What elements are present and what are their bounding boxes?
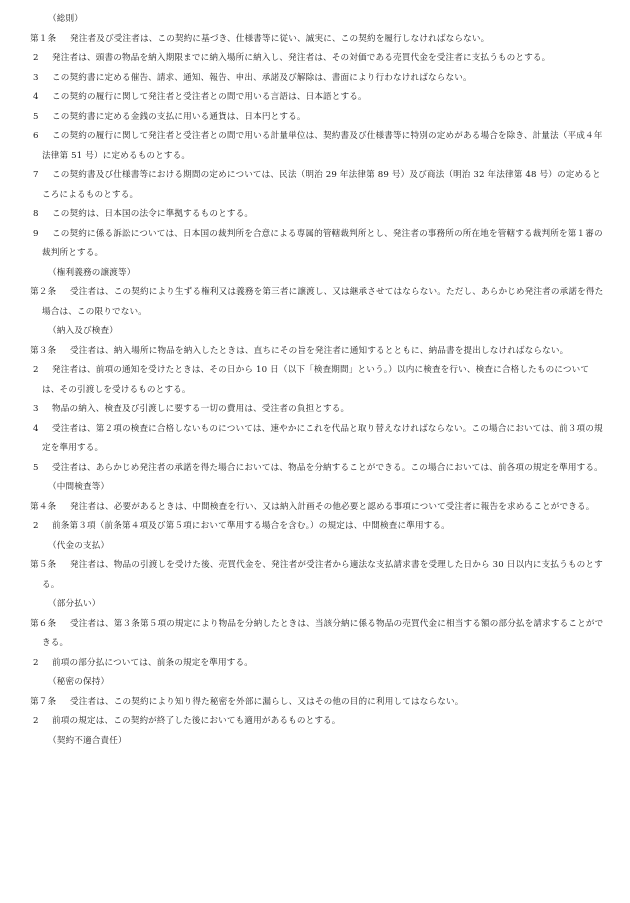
article-number: 第５条 (30, 560, 57, 570)
article-number: 第２条 (30, 287, 57, 297)
paragraph-number: 2 (33, 365, 39, 375)
sub-paragraph (0, 225, 630, 264)
paragraph-text: この契約は、日本国の法令に準拠するものとする。 (52, 209, 254, 219)
paragraph-number: 5 (33, 111, 39, 122)
paragraph-number: 3 (33, 404, 39, 414)
article-paragraph (0, 283, 630, 322)
paragraph-text: 物品の納入、検査及び引渡しに要する一切の費用は、受注者の負担とする。 (52, 404, 350, 414)
article-number: 第７条 (30, 696, 57, 707)
paragraph-text: 受注者は、あらかじめ発注者の承諾を得た場合においては、物品を分納することができる。この場合においては、前各項の規定を準用する。 (52, 462, 603, 473)
sub-paragraph (0, 205, 630, 225)
paragraph-text: この契約の履行に関して発注者と受注者との間で用いる言語は、日本語とする。 (52, 92, 367, 102)
article-paragraph (0, 342, 630, 362)
sub-paragraph (0, 517, 630, 537)
paragraph-number: 5 (33, 462, 39, 473)
paragraph-number: 8 (33, 209, 39, 219)
section-heading: （権利義務の譲渡等） (48, 267, 136, 278)
section-heading: （納入及び検査） (48, 326, 118, 336)
paragraph-text: 発注者は、頭書の物品を納入期限までに納入場所に納入し、発注者は、その対価である売買代金を受注者に支払うものとする。 (52, 53, 551, 63)
paragraph-number: 9 (33, 228, 39, 239)
paragraph-number: 2 (33, 521, 39, 531)
sub-paragraph (0, 127, 630, 166)
sub-paragraph (0, 712, 630, 732)
sub-paragraph (0, 69, 630, 89)
paragraph-text: 受注者は、第３条第５項の規定により物品を分納したときは、当該分納に係る物品の売買代金に相当する額の部分払を請求することができる。 (42, 618, 604, 648)
paragraph-number: 2 (33, 716, 39, 726)
paragraph-number: 3 (33, 72, 39, 83)
paragraph-text: この契約書及び仕様書等における期間の定めについては、民法（明治 29 年法律第 89 号）及び商法（明治 32 年法律第 48 号）の定めるところによるものとする。 (42, 170, 601, 200)
paragraph-number: 7 (33, 170, 39, 180)
sub-paragraph (0, 361, 630, 400)
paragraph-text: 発注者は、必要があるときは、中間検査を行い、又は納入計画その他必要と認める事項について受注者に報告を求めることができる。 (70, 501, 595, 512)
article-paragraph (0, 30, 630, 50)
paragraph-number: 2 (33, 657, 39, 668)
section-heading: （部分払い） (48, 599, 101, 609)
paragraph-number: 4 (33, 423, 39, 434)
sub-paragraph (0, 88, 630, 108)
paragraph-text: 前条第３項（前条第４項及び第５項において準用する場合を含む。）の規定は、中間検査に準用する。 (52, 521, 450, 531)
section-heading: （中間検査等） (48, 482, 110, 492)
paragraph-text: 受注者は、納入場所に物品を納入したときは、直ちにその旨を発注者に通知するとともに、納品書を提出しなければならない。 (70, 345, 569, 356)
section-heading: （代金の支払） (48, 540, 110, 551)
paragraph-text: この契約に係る訴訟については、日本国の裁判所を合意による専属的管轄裁判所とし、発注者の事務所の所在地を管轄する裁判所を第１審の裁判所とする。 (42, 228, 603, 258)
article-number: 第３条 (30, 345, 57, 356)
section-heading: （契約不適合責任） (48, 735, 127, 746)
paragraph-text: この契約書に定める催告、請求、通知、報告、申出、承諾及び解除は、書面により行わなければならない。 (52, 72, 472, 83)
article-paragraph (0, 498, 630, 518)
paragraph-number: 2 (33, 53, 39, 63)
article-paragraph (0, 615, 630, 654)
section-heading: （秘密の保持） (48, 677, 110, 687)
article-paragraph (0, 556, 630, 595)
paragraph-number: 4 (33, 92, 39, 102)
article-number: 第６条 (30, 618, 57, 629)
paragraph-text: 発注者は、前項の通知を受けたときは、その日から 10 日（以下「検査期間」という。）以内に検査を行い、検査に合格したものについては、その引渡しを受けるものとする。 (42, 365, 590, 395)
contract-document (0, 10, 630, 751)
sub-paragraph (0, 49, 630, 69)
paragraph-text: 受注者は、この契約により知り得た秘密を外部に漏らし、又はその他の目的に利用してはならない。 (70, 696, 464, 707)
sub-paragraph (0, 420, 630, 459)
section-heading: （総則） (48, 14, 83, 24)
article-paragraph (0, 693, 630, 713)
paragraph-text: 前項の部分払については、前条の規定を準用する。 (52, 657, 253, 668)
sub-paragraph (0, 654, 630, 674)
sub-paragraph (0, 459, 630, 479)
paragraph-text: 受注者は、第２項の検査に合格しないものについては、速やかにこれを代品と取り替えなければならない。この場合においては、前３項の規定を準用する。 (42, 423, 603, 453)
paragraph-text: 前項の規定は、この契約が終了した後においても適用があるものとする。 (52, 716, 341, 726)
paragraph-text: この契約の履行に関して発注者と受注者との間で用いる計量単位は、契約書及び仕様書等に特別の定めがある場合を除き、計量法（平成４年法律第 51 号）に定めるものとする。 (42, 131, 603, 161)
article-number: 第４条 (30, 501, 57, 512)
paragraph-text: 発注者は、物品の引渡しを受けた後、売買代金を、発注者が受注者から適法な支払請求書を受理した日から 30 日以内に支払うものとする。 (42, 560, 603, 590)
article-number: 第１条 (30, 33, 57, 44)
sub-paragraph (0, 166, 630, 205)
sub-paragraph (0, 400, 630, 420)
paragraph-text: この契約書に定める金銭の支払に用いる通貨は、日本円とする。 (52, 111, 306, 122)
paragraph-number: 6 (33, 131, 39, 141)
sub-paragraph (0, 108, 630, 128)
paragraph-text: 発注者及び受注者は、この契約に基づき、仕様書等に従い、誠実に、この契約を履行しなければならない。 (70, 33, 490, 44)
paragraph-text: 受注者は、この契約により生ずる権利又は義務を第三者に譲渡し、又は継承させてはならない。ただし、あらかじめ発注者の承諾を得た場合は、この限りでない。 (42, 287, 604, 317)
